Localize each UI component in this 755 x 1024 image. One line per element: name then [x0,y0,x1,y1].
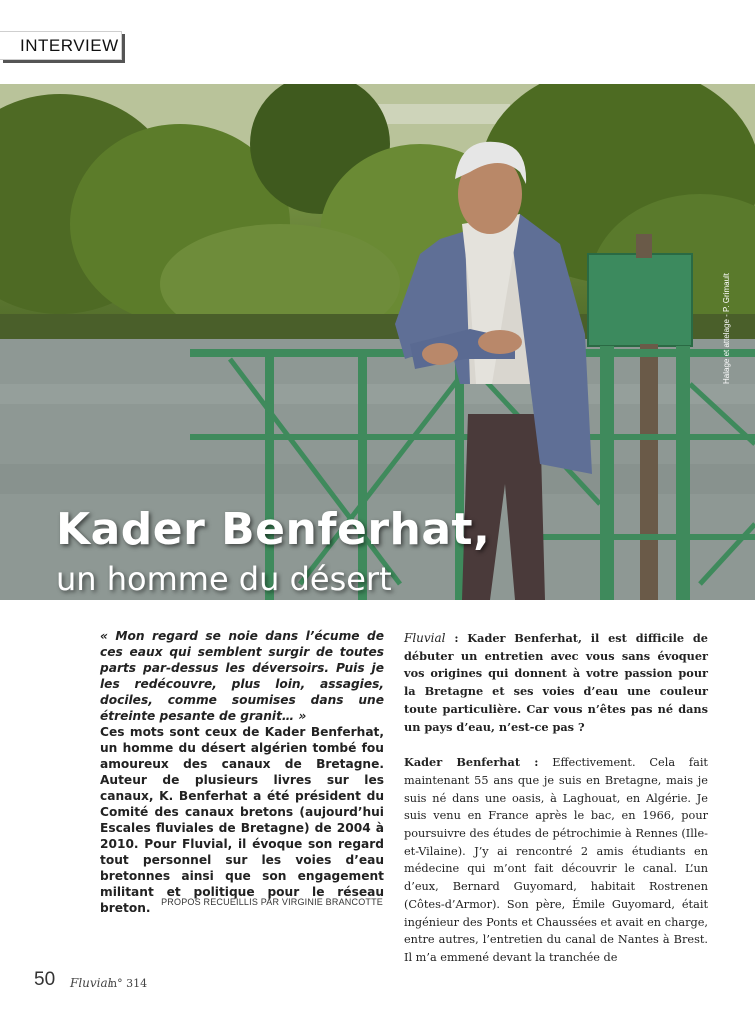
interview-answer [404,754,708,966]
intro-quote: « Mon regard se noie dans l’écume de ces eaux qui semblent surgir de toutes parts par-dessus les déversoirs. Puis je les redécouvre, plus loin, assagies, dociles, comme soumises dans une étreinte pesante de granit… » [100,629,384,723]
page-number: 50 [34,969,56,990]
interview-question [404,630,708,736]
question-magazine: Fluvial [404,631,446,645]
section-label: INTERVIEW [20,36,119,55]
interview-column [404,630,708,967]
headline [56,504,746,600]
intro-chapeau [100,628,384,916]
answer-text: Effectivement. Cela fait maintenant 55 ans que je suis en Bretagne, mais je suis né dans une oasis, à Laghouat, en Algérie. Je suis venu en France après le bac, en 1966, pour poursuivre des études de pétrochimie à Rennes (Ille-et-Vilaine). J’y ai rencontré 2 amis étudiants en médecine qui m’ont fait découvrir le canal. L’un d’eux, Bernard Guyomard, habitait Rostrenen (Côtes-d’Armor). Son père, Émile Guyomard, était ingénieur des Ponts et Chaussées et avait en charge, entre autres, l’entretien du canal de Nantes à Brest. Il m’a emmené devant la tranchée de [404,756,708,964]
interviewer-credit: PROPOS RECUEILLIS PAR VIRGINIE BRANCOTTE [161,897,383,907]
footer-issue: n° 314 [110,977,148,990]
answer-speaker: Kader Benferhat : [404,755,539,770]
footer-magazine: Fluvial [70,976,112,990]
section-tag [0,31,122,60]
photo-credit: Halage et attelage - P. Grimault [722,272,731,384]
hero-photo [0,84,755,600]
headline-line-2: un homme du désert [56,560,392,598]
intro-body: Ces mots sont ceux de Kader Benferhat, un homme du désert algérien tombé fou amoureux des canaux de Bretagne. Auteur de plusieurs livres sur les canaux, K. Benferhat a été président du Comité des canaux bretons (aujourd’hui Escales fluviales de Bretagne) de 2004 à 2010. Pour Fluvial, il évoque son regard tout personnel sur les voies d’eau bretonnes ainsi que son engagement militant et politique pour le réseau breton. [100,725,384,915]
headline-name: Kader Benferhat, [56,504,491,555]
question-text: : Kader Benferhat, il est difficile de débuter un entretien avec vous sans évoquer vos origines qui donnent à votre passion pour la Bretagne et ses voies d’eau une couleur toute particulière. Car vous n’êtes pas né dans un pays d’eau, n’est-ce pas ? [404,631,708,734]
